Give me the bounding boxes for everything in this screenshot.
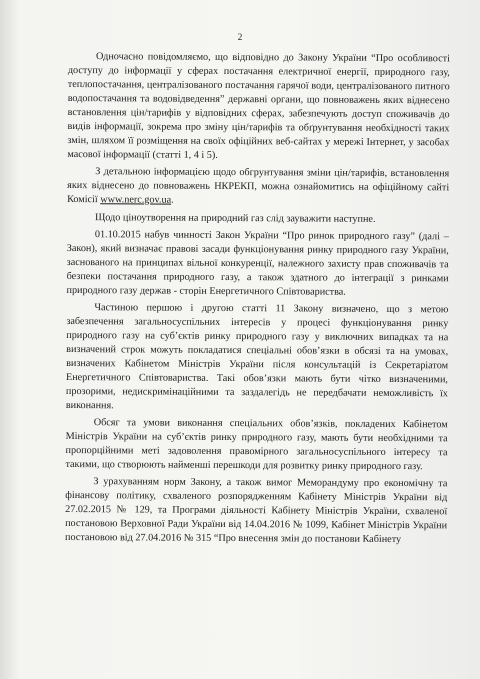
page-number: 2 xyxy=(237,33,243,43)
letter-body xyxy=(65,50,450,550)
paragraph-tariff-info: З детальною інформацією щодо обгрунтування зміни цін/тарифів, встановлення яких віднесено до повноважень НКРЕКП, можна ознайомитись на офіційному сайті Комісії www.nerc.gov.ua. xyxy=(67,166,450,206)
paragraph-memorandum: З урахуванням норм Закону, а також вимог Меморандуму про економічну та фінансову політику, схваленого розпорядженням Кабінету Міністрів України від 27.02.2015 № 129, та Програми діяльності Кабінету Міністрів України, схваленої постановою Верховної Ради України від 14.04.2016 № 1099, Кабінет Міністрів України постановою від 27.04.2016 № 315 “Про внесення змін до постанови Кабінету xyxy=(64,476,448,546)
paragraph-article-11: Частиною першою і другою статті 11 Закону визначено, що з метою забезпечення загальносуспільних інтересів у процесі функціонування ринку природного газу на суб’єктів ринку природного газу у виключних випадках та на визначений строк можуть покладатися спеціальні обов’язки в обсязі та на умовах, визначених Кабінетом Міністрів України після консультацій із Секретаріатом Енергетичного Співтовариства. Такі обов’язки мають бути чітко визначеними, прозорими, недискримінаційними та заздалегідь не передбачати неможливість їх виконання. xyxy=(65,302,449,412)
paragraph-special-obligations: Обсяг та умови виконання спеціальних обов’язків, покладених Кабінетом Міністрів України на суб’єктів ринку природного газу, мають бути необхідними та пропорційними меті задоволення правомірного загальносуспільного інтересу та такими, що створюють найменші перешкоди для розвитку ринку природного газу. xyxy=(65,417,448,473)
nerc-website-link[interactable]: www.nerc.gov.ua xyxy=(100,194,172,206)
paragraph-gas-pricing-intro: Щодо ціноутворення на природний газ слід зауважити наступне. xyxy=(94,212,376,225)
paragraph-tariff-info-text: З детальною інформацією щодо обгрунтування зміни цін/тарифів, встановлення яких віднесено до повноважень НКРЕКП, можна ознайомитись на офіційному сайті Комісії xyxy=(67,166,450,206)
paragraph-info-access-law: Одночасно повідомляємо, що відповідно до Закону України “Про особливості доступу до інформації у сферах постачання електричної енергії, природного газу, теплопостачання, централізованого постачання гарячої води, централізованого питного водопостачання та водовідведення” державні органи, що повноважень яких віднесено встановлення цін/тарифів у відповідних сферах, забезпечують доступ споживачів до видів інформації, зокрема про зміну цін/тарифів та обґрунтування необхідності таких змін, шляхом її розміщення на своїх офіційних веб-сайтах у мережі Інтернет, у засобах масової інформації (статті 1, 4 і 5). xyxy=(67,51,450,161)
paragraph-gas-market-law: 01.10.2015 набув чинності Закон України “Про ринок природного газу” (далі – Закон), який визначає правові засади функціонування ринку природного газу України, заснованого на принципах вільної конкуренції, належного захисту прав споживачів та безпеки постачання природного газу, а також здатного до інтеграції з ринками природного газу держав - сторін Енергетичного Співтовариства. xyxy=(66,229,449,298)
